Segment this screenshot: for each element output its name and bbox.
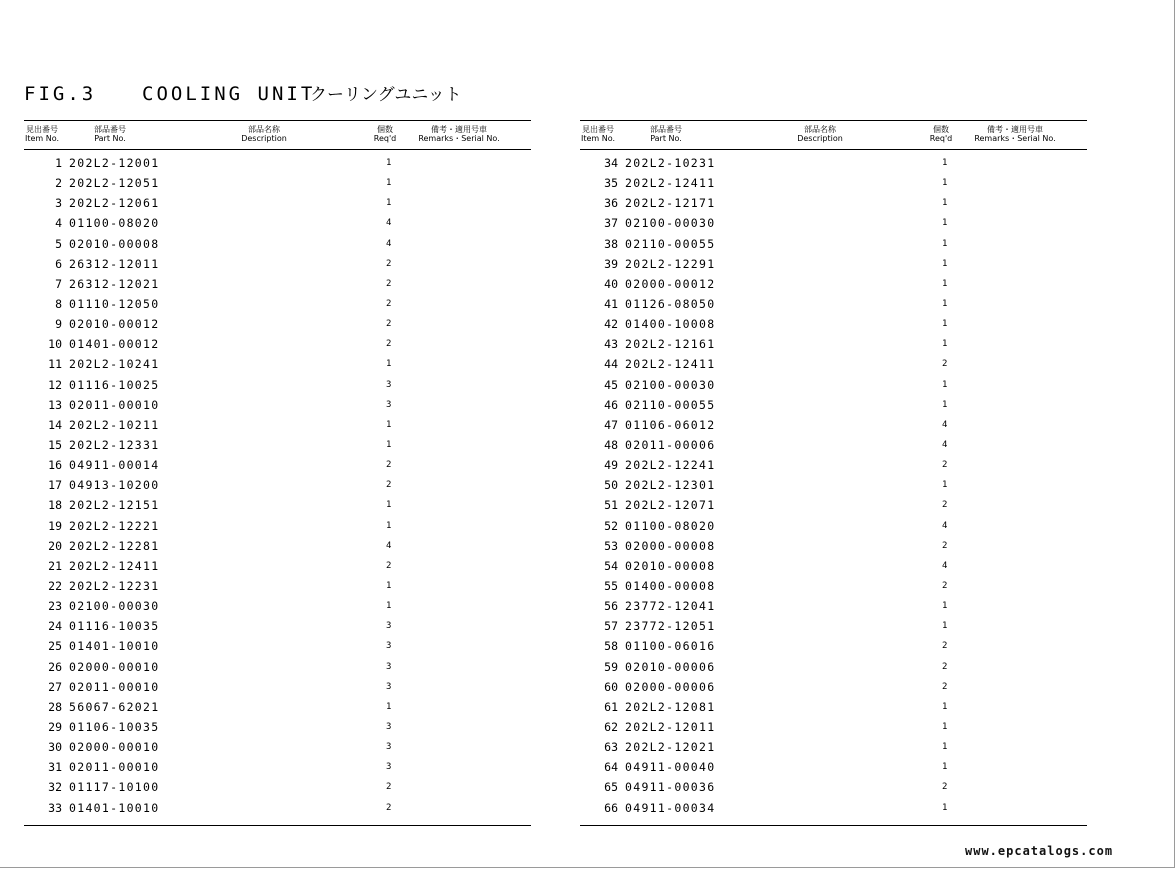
- table-row: [580, 616, 1087, 636]
- item-number: 41: [604, 296, 618, 311]
- part-number: 02000-00008: [625, 538, 716, 553]
- item-number: 15: [48, 437, 62, 452]
- table-row: [24, 636, 531, 656]
- quantity: 1: [386, 198, 392, 209]
- quantity: 2: [386, 560, 392, 571]
- part-number: 01126-08050: [625, 296, 716, 311]
- item-number: 64: [604, 760, 618, 775]
- part-number: 202L2-12301: [625, 478, 716, 493]
- table-row: [580, 334, 1087, 354]
- table-row: [24, 354, 531, 374]
- quantity: 1: [942, 339, 948, 350]
- item-number: 43: [604, 337, 618, 352]
- item-number: 17: [48, 478, 62, 493]
- table-row: [24, 516, 531, 536]
- table-row: [24, 334, 531, 354]
- part-number: 02011-00010: [69, 397, 160, 412]
- part-number: 26312-12011: [69, 256, 160, 271]
- part-number: 202L2-12071: [625, 498, 716, 513]
- table-row: [24, 415, 531, 435]
- table-row: [580, 495, 1087, 515]
- item-number: 30: [48, 740, 62, 755]
- part-number: 202L2-12021: [625, 740, 716, 755]
- item-number: 47: [604, 417, 618, 432]
- table-bottom-rule: [24, 825, 531, 826]
- part-number: 01100-06016: [625, 639, 716, 654]
- quantity: 1: [942, 802, 948, 813]
- table-row: [580, 798, 1087, 818]
- quantity: 1: [386, 158, 392, 168]
- quantity: 1: [942, 379, 948, 390]
- part-number: 202L2-12411: [625, 357, 716, 372]
- table-row: [580, 657, 1087, 677]
- quantity: 1: [386, 701, 392, 712]
- quantity: 4: [386, 238, 392, 249]
- item-number: 46: [604, 397, 618, 412]
- part-number: 202L2-12411: [69, 558, 160, 573]
- quantity: 1: [942, 399, 948, 410]
- part-number: 202L2-12151: [69, 498, 160, 513]
- item-number: 38: [604, 236, 618, 251]
- item-number: 56: [604, 599, 618, 614]
- table-row: [580, 536, 1087, 556]
- quantity: 4: [942, 560, 948, 571]
- item-number: 18: [48, 498, 62, 513]
- table-row: [580, 395, 1087, 415]
- parts-list-right: [580, 153, 1087, 818]
- item-number: 20: [48, 538, 62, 553]
- quantity: 4: [942, 439, 948, 450]
- table-row: [580, 737, 1087, 757]
- item-number: 39: [604, 256, 618, 271]
- table-row: [580, 234, 1087, 254]
- item-number: 53: [604, 538, 618, 553]
- part-number: 01117-10100: [69, 780, 160, 795]
- table-row: [580, 254, 1087, 274]
- table-row: [24, 294, 531, 314]
- header-description: 部品名称 Description: [797, 125, 843, 143]
- quantity: 1: [386, 439, 392, 450]
- part-number: 04911-00014: [69, 458, 160, 473]
- table-row: [24, 213, 531, 233]
- part-number: 01106-10035: [69, 719, 160, 734]
- item-number: 63: [604, 740, 618, 755]
- quantity: 3: [386, 681, 392, 692]
- quantity: 4: [386, 218, 392, 229]
- part-number: 01110-12050: [69, 296, 160, 311]
- item-number: 57: [604, 619, 618, 634]
- item-number: 6: [55, 256, 62, 271]
- table-row: [580, 455, 1087, 475]
- item-number: 25: [48, 639, 62, 654]
- table-row: [24, 314, 531, 334]
- quantity: 1: [942, 319, 948, 330]
- quantity: 1: [942, 742, 948, 753]
- table-row: [580, 777, 1087, 797]
- part-number: 02100-00030: [625, 377, 716, 392]
- quantity: 2: [942, 782, 948, 793]
- item-number: 12: [48, 377, 62, 392]
- item-number: 50: [604, 478, 618, 493]
- table-row: [24, 616, 531, 636]
- quantity: 3: [386, 661, 392, 672]
- part-number: 202L2-12291: [625, 256, 716, 271]
- table-row: [24, 657, 531, 677]
- part-number: 202L2-12011: [625, 719, 716, 734]
- quantity: 3: [386, 399, 392, 410]
- table-row: [24, 556, 531, 576]
- table-row: [24, 153, 531, 173]
- table-row: [24, 495, 531, 515]
- table-row: [580, 636, 1087, 656]
- quantity: 3: [386, 742, 392, 753]
- quantity: 1: [942, 278, 948, 289]
- part-number: 202L2-12171: [625, 196, 716, 211]
- parts-list-left: [24, 153, 531, 818]
- table-row: [580, 415, 1087, 435]
- table-header: [24, 120, 531, 150]
- table-row: [580, 475, 1087, 495]
- part-number: 26312-12021: [69, 276, 160, 291]
- quantity: 4: [942, 520, 948, 531]
- table-row: [580, 354, 1087, 374]
- table-row: [580, 173, 1087, 193]
- item-number: 49: [604, 458, 618, 473]
- part-number: 01100-08020: [69, 216, 160, 231]
- item-number: 35: [604, 176, 618, 191]
- part-number: 23772-12041: [625, 599, 716, 614]
- quantity: 2: [386, 802, 392, 813]
- part-number: 202L2-12061: [69, 196, 160, 211]
- table-row: [580, 375, 1087, 395]
- item-number: 48: [604, 437, 618, 452]
- header-description: 部品名称 Description: [241, 125, 287, 143]
- part-number: 02000-00010: [69, 659, 160, 674]
- part-number: 01400-10008: [625, 317, 716, 332]
- quantity: 1: [942, 762, 948, 773]
- table-row: [24, 274, 531, 294]
- part-number: 02010-00012: [69, 317, 160, 332]
- part-number: 202L2-12281: [69, 538, 160, 553]
- item-number: 34: [604, 156, 618, 170]
- quantity: 1: [386, 178, 392, 189]
- part-number: 01106-06012: [625, 417, 716, 432]
- item-number: 4: [55, 216, 62, 231]
- table-bottom-rule: [580, 825, 1087, 826]
- parts-table-right: [580, 120, 1087, 818]
- part-number: 02011-00006: [625, 437, 716, 452]
- page-title: [24, 80, 462, 106]
- quantity: 2: [386, 319, 392, 330]
- part-number: 202L2-12331: [69, 437, 160, 452]
- part-number: 02000-00010: [69, 740, 160, 755]
- part-number: 02110-00055: [625, 397, 716, 412]
- table-row: [580, 596, 1087, 616]
- table-row: [24, 798, 531, 818]
- table-row: [580, 294, 1087, 314]
- parts-table-left: [24, 120, 531, 818]
- quantity: 1: [942, 258, 948, 269]
- quantity: 3: [386, 762, 392, 773]
- title-english: COOLING UNIT: [142, 83, 316, 105]
- table-row: [580, 516, 1087, 536]
- quantity: 2: [386, 258, 392, 269]
- item-number: 42: [604, 317, 618, 332]
- table-row: [24, 737, 531, 757]
- quantity: 2: [942, 500, 948, 511]
- part-number: 01100-08020: [625, 518, 716, 533]
- table-row: [580, 576, 1087, 596]
- quantity: 2: [942, 661, 948, 672]
- header-part-no: 部品番号 Part No.: [650, 125, 682, 143]
- item-number: 60: [604, 679, 618, 694]
- item-number: 11: [48, 357, 62, 372]
- item-number: 19: [48, 518, 62, 533]
- quantity: 2: [942, 460, 948, 471]
- quantity: 2: [386, 278, 392, 289]
- quantity: 2: [386, 480, 392, 491]
- table-row: [24, 697, 531, 717]
- item-number: 31: [48, 760, 62, 775]
- item-number: 13: [48, 397, 62, 412]
- quantity: 2: [942, 359, 948, 370]
- table-row: [24, 395, 531, 415]
- table-row: [580, 717, 1087, 737]
- title-japanese: クーリングユニット: [310, 85, 462, 105]
- table-row: [580, 435, 1087, 455]
- table-row: [24, 757, 531, 777]
- item-number: 32: [48, 780, 62, 795]
- part-number: 04911-00040: [625, 760, 716, 775]
- table-row: [24, 254, 531, 274]
- part-number: 02011-00010: [69, 679, 160, 694]
- table-row: [24, 576, 531, 596]
- item-number: 55: [604, 578, 618, 593]
- quantity: 2: [942, 580, 948, 591]
- item-number: 45: [604, 377, 618, 392]
- quantity: 4: [386, 540, 392, 551]
- quantity: 1: [942, 480, 948, 491]
- header-item-no: 見出番号 Item No.: [580, 125, 616, 143]
- quantity: 1: [386, 520, 392, 531]
- part-number: 02010-00006: [625, 659, 716, 674]
- quantity: 3: [386, 379, 392, 390]
- quantity: 1: [942, 601, 948, 612]
- part-number: 04913-10200: [69, 478, 160, 493]
- quantity: 1: [386, 500, 392, 511]
- item-number: 33: [48, 800, 62, 815]
- part-number: 04911-00034: [625, 800, 716, 815]
- table-row: [580, 193, 1087, 213]
- quantity: 1: [942, 298, 948, 309]
- part-number: 202L2-12051: [69, 176, 160, 191]
- item-number: 16: [48, 458, 62, 473]
- watermark-url[interactable]: www.epcatalogs.com: [965, 844, 1114, 858]
- quantity: 1: [386, 580, 392, 591]
- quantity: 1: [942, 621, 948, 632]
- item-number: 40: [604, 276, 618, 291]
- item-number: 29: [48, 719, 62, 734]
- part-number: 01116-10025: [69, 377, 160, 392]
- table-row: [580, 556, 1087, 576]
- item-number: 23: [48, 599, 62, 614]
- item-number: 62: [604, 719, 618, 734]
- quantity: 1: [942, 178, 948, 189]
- table-row: [580, 213, 1087, 233]
- table-row: [580, 677, 1087, 697]
- quantity: 1: [942, 218, 948, 229]
- header-qty: 個数 Req'd: [929, 125, 953, 143]
- part-number: 02100-00030: [69, 599, 160, 614]
- part-number: 02010-00008: [69, 236, 160, 251]
- table-row: [580, 274, 1087, 294]
- table-row: [580, 697, 1087, 717]
- figure-number: FIG.3: [24, 83, 97, 105]
- table-row: [24, 435, 531, 455]
- item-number: 27: [48, 679, 62, 694]
- table-row: [24, 717, 531, 737]
- item-number: 59: [604, 659, 618, 674]
- quantity: 2: [386, 460, 392, 471]
- quantity: 3: [386, 621, 392, 632]
- part-number: 01401-00012: [69, 337, 160, 352]
- part-number: 23772-12051: [625, 619, 716, 634]
- item-number: 37: [604, 216, 618, 231]
- header-remarks: 備考・適用号車 Remarks・Serial No.: [974, 125, 1056, 143]
- item-number: 28: [48, 699, 62, 714]
- quantity: 2: [386, 339, 392, 350]
- quantity: 3: [386, 721, 392, 732]
- table-row: [24, 375, 531, 395]
- item-number: 52: [604, 518, 618, 533]
- table-row: [580, 153, 1087, 173]
- part-number: 01401-10010: [69, 639, 160, 654]
- table-row: [580, 757, 1087, 777]
- part-number: 02000-00006: [625, 679, 716, 694]
- part-number: 01400-00008: [625, 578, 716, 593]
- item-number: 22: [48, 578, 62, 593]
- quantity: 2: [942, 540, 948, 551]
- quantity: 4: [942, 419, 948, 430]
- header-qty: 個数 Req'd: [373, 125, 397, 143]
- part-number: 202L2-12221: [69, 518, 160, 533]
- table-row: [24, 455, 531, 475]
- table-row: [24, 777, 531, 797]
- part-number: 02000-00012: [625, 276, 716, 291]
- table-row: [24, 475, 531, 495]
- table-row: [580, 314, 1087, 334]
- header-remarks: 備考・適用号車 Remarks・Serial No.: [418, 125, 500, 143]
- item-number: 5: [55, 236, 62, 251]
- item-number: 66: [604, 800, 618, 815]
- item-number: 26: [48, 659, 62, 674]
- part-number: 01116-10035: [69, 619, 160, 634]
- quantity: 2: [386, 782, 392, 793]
- table-header: [580, 120, 1087, 150]
- item-number: 36: [604, 196, 618, 211]
- quantity: 1: [386, 359, 392, 370]
- table-row: [24, 536, 531, 556]
- item-number: 3: [55, 196, 62, 211]
- part-number: 56067-62021: [69, 699, 160, 714]
- quantity: 3: [386, 641, 392, 652]
- item-number: 24: [48, 619, 62, 634]
- part-number: 202L2-10241: [69, 357, 160, 372]
- part-number: 202L2-12161: [625, 337, 716, 352]
- header-item-no: 見出番号 Item No.: [24, 125, 60, 143]
- item-number: 7: [55, 276, 62, 291]
- quantity: 1: [942, 721, 948, 732]
- quantity: 1: [386, 419, 392, 430]
- quantity: 1: [942, 701, 948, 712]
- part-number: 202L2-10231: [625, 156, 716, 170]
- table-row: [24, 596, 531, 616]
- item-number: 1: [55, 156, 62, 170]
- item-number: 10: [48, 337, 62, 352]
- table-row: [24, 193, 531, 213]
- header-part-no: 部品番号 Part No.: [94, 125, 126, 143]
- item-number: 61: [604, 699, 618, 714]
- item-number: 2: [55, 176, 62, 191]
- table-row: [24, 677, 531, 697]
- part-number: 02110-00055: [625, 236, 716, 251]
- quantity: 1: [942, 238, 948, 249]
- item-number: 9: [55, 317, 62, 332]
- part-number: 04911-00036: [625, 780, 716, 795]
- item-number: 65: [604, 780, 618, 795]
- table-row: [24, 234, 531, 254]
- part-number: 202L2-10211: [69, 417, 160, 432]
- quantity: 1: [942, 158, 948, 168]
- quantity: 2: [942, 641, 948, 652]
- part-number: 202L2-12241: [625, 458, 716, 473]
- part-number: 202L2-12001: [69, 156, 160, 170]
- part-number: 202L2-12081: [625, 699, 716, 714]
- table-row: [24, 173, 531, 193]
- part-number: 02100-00030: [625, 216, 716, 231]
- item-number: 58: [604, 639, 618, 654]
- item-number: 54: [604, 558, 618, 573]
- quantity: 2: [942, 681, 948, 692]
- item-number: 51: [604, 498, 618, 513]
- item-number: 14: [48, 417, 62, 432]
- part-number: 01401-10010: [69, 800, 160, 815]
- part-number: 202L2-12411: [625, 176, 716, 191]
- part-number: 202L2-12231: [69, 578, 160, 593]
- quantity: 2: [386, 298, 392, 309]
- quantity: 1: [942, 198, 948, 209]
- quantity: 1: [386, 601, 392, 612]
- item-number: 8: [55, 296, 62, 311]
- part-number: 02010-00008: [625, 558, 716, 573]
- item-number: 44: [604, 357, 618, 372]
- item-number: 21: [48, 558, 62, 573]
- part-number: 02011-00010: [69, 760, 160, 775]
